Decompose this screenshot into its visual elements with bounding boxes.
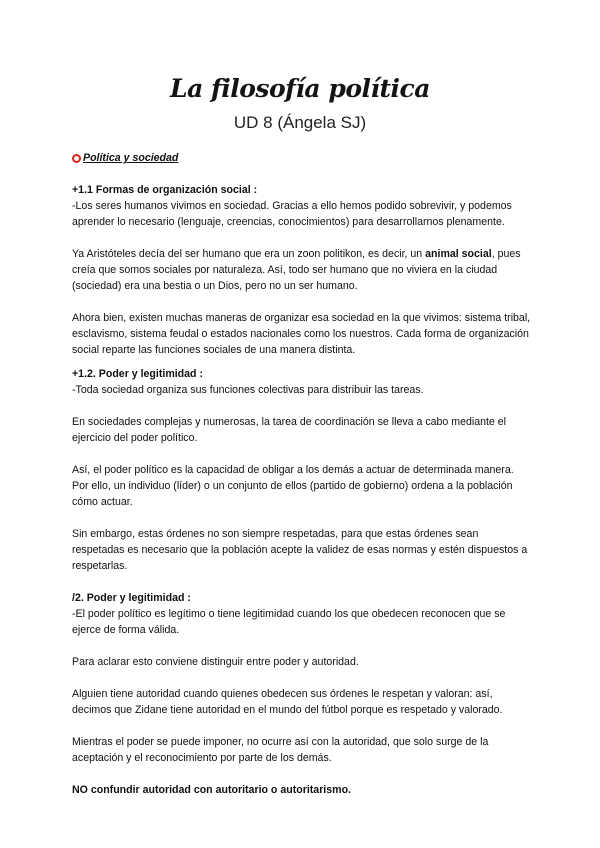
subsection-heading-1-2: +1.2. Poder y legitimidad : xyxy=(72,368,203,380)
text-span: Ya Aristóteles decía del ser humano que era un zoon politikon, es decir, un xyxy=(72,248,426,260)
paragraph: -El poder político es legítimo o tiene legitimidad cuando los que obedecen reconocen que se ejerce de forma válida. xyxy=(72,608,506,636)
paragraph: Para aclarar esto conviene distinguir entre poder y autoridad. xyxy=(72,656,359,668)
paragraph: -Toda sociedad organiza sus funciones colectivas para distribuir las tareas. xyxy=(72,384,424,396)
bold-term: animal social xyxy=(425,248,492,260)
paragraph: Ahora bien, existen muchas maneras de organizar esa sociedad en la que vivimos: sistema tribal, esclavismo, sistema feudal o estados nacionales como los nuestros. Cada forma de organización social reparte las funciones sociales de una manera distinta. xyxy=(72,312,531,356)
document-body xyxy=(72,150,532,798)
warning-note: NO confundir autoridad con autoritario o autoritarismo. xyxy=(72,784,351,796)
paragraph: Mientras el poder se puede imponer, no ocurre así con la autoridad, que solo surge de la aceptación y el reconocimiento por parte de los demás. xyxy=(72,736,489,764)
text-span: , pues creía que somos sociales por naturaleza. Así, todo ser humano que no viviera en la ciudad (sociedad) era una bestia o un Dios, pero no un ser humano. xyxy=(72,248,521,292)
page-subtitle: UD 8 (Ángela SJ) xyxy=(233,113,367,132)
section-heading-text: Política y sociedad xyxy=(83,152,179,164)
paragraph: Así, el poder político es la capacidad de obligar a los demás a actuar de determinada manera. Por ello, un individuo (líder) o un conjunto de ellos (partido de gobierno) ordena a la población cómo actuar. xyxy=(72,464,514,508)
paragraph xyxy=(72,246,532,294)
paragraph: Sin embargo, estas órdenes no son siempre respetadas, para que estas órdenes sean respetadas es necesario que la población acepte la validez de esas normas y estén dispuestos a respetarlas. xyxy=(72,528,528,572)
paragraph: -Los seres humanos vivimos en sociedad. Gracias a ello hemos podido sobrevivir, y podemos aprender lo necesario (lenguaje, creencias, conocimientos) para desarrollarnos plenamente. xyxy=(72,200,512,228)
paragraph: En sociedades complejas y numerosas, la tarea de coordinación se lleva a cabo mediante el ejercicio del poder político. xyxy=(72,416,507,444)
page-title: La filosofía política xyxy=(170,74,430,103)
red-circle-icon xyxy=(72,154,81,163)
subsection-heading-2: /2. Poder y legitimidad : xyxy=(72,592,191,604)
paragraph: Alguien tiene autoridad cuando quienes obedecen sus órdenes le respetan y valoran: así, decimos que Zidane tiene autoridad en el mundo del fútbol porque es respetado y valorado. xyxy=(72,688,503,716)
subsection-heading-1-1: +1.1 Formas de organización social : xyxy=(72,184,258,196)
section-heading xyxy=(72,150,532,166)
